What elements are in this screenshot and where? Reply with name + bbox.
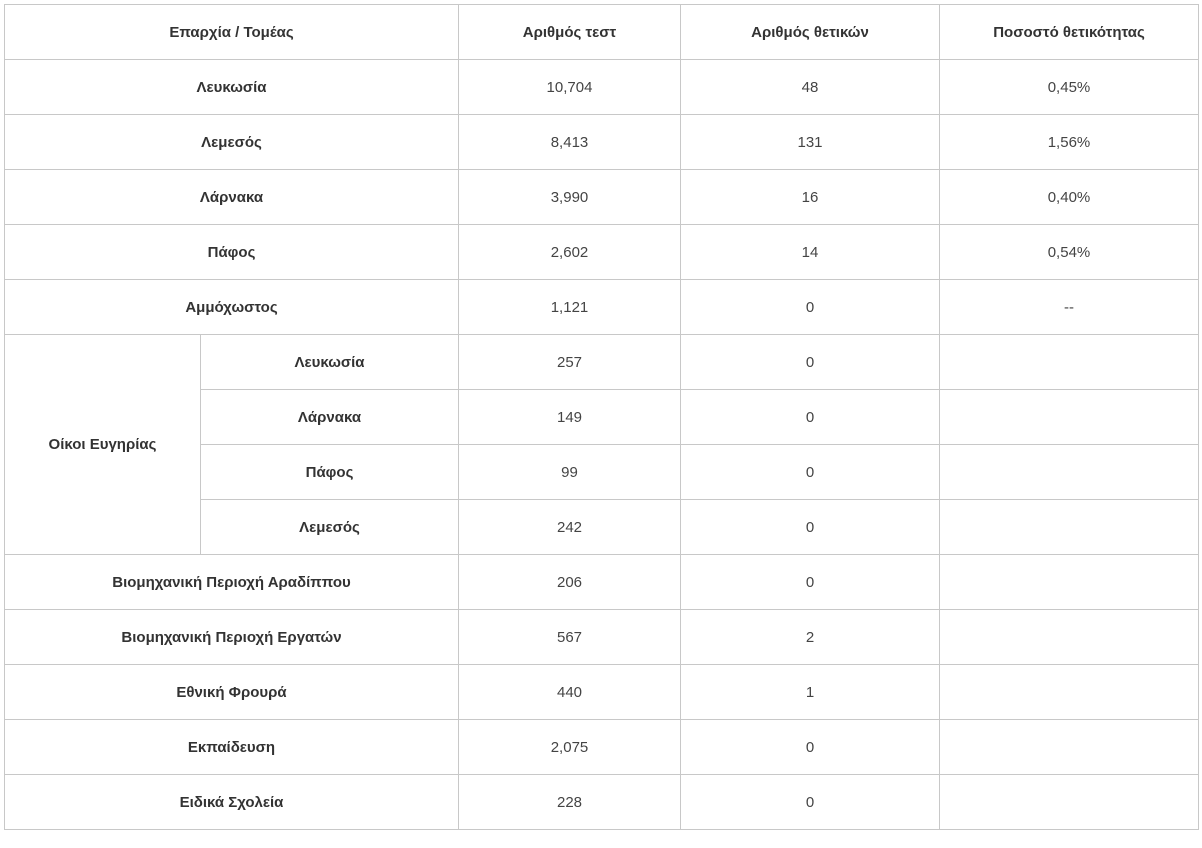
row-label: Εκπαίδευση [5, 720, 459, 775]
positives-cell: 131 [681, 115, 940, 170]
rate-cell [940, 390, 1199, 445]
table-row [5, 335, 1199, 390]
row-label: Βιομηχανική Περιοχή Αραδίππου [5, 555, 459, 610]
positives-cell: 0 [681, 720, 940, 775]
rate-cell [940, 445, 1199, 500]
rate-cell: -- [940, 280, 1199, 335]
rate-cell [940, 555, 1199, 610]
tests-cell: 2,075 [459, 720, 681, 775]
positives-cell: 0 [681, 555, 940, 610]
row-label: Λεμεσός [5, 115, 459, 170]
row-label: Ειδικά Σχολεία [5, 775, 459, 830]
positives-cell: 14 [681, 225, 940, 280]
row-label: Πάφος [5, 225, 459, 280]
table-row [5, 280, 1199, 335]
positives-cell: 0 [681, 390, 940, 445]
table-header-row [5, 5, 1199, 60]
tests-cell: 2,602 [459, 225, 681, 280]
tests-cell: 440 [459, 665, 681, 720]
tests-cell: 1,121 [459, 280, 681, 335]
rate-cell [940, 335, 1199, 390]
positives-cell: 48 [681, 60, 940, 115]
tests-cell: 8,413 [459, 115, 681, 170]
row-label: Εθνική Φρουρά [5, 665, 459, 720]
tests-cell: 99 [459, 445, 681, 500]
tests-cell: 3,990 [459, 170, 681, 225]
tests-cell: 242 [459, 500, 681, 555]
rate-cell: 0,45% [940, 60, 1199, 115]
column-header-positives: Αριθμός θετικών [681, 5, 940, 60]
sub-row-label: Λάρνακα [201, 390, 459, 445]
positives-cell: 0 [681, 775, 940, 830]
table-row [5, 225, 1199, 280]
sub-row-label: Πάφος [201, 445, 459, 500]
table-row [5, 665, 1199, 720]
table-row [5, 115, 1199, 170]
row-label: Αμμόχωστος [5, 280, 459, 335]
tests-cell: 10,704 [459, 60, 681, 115]
positives-cell: 0 [681, 335, 940, 390]
positives-cell: 2 [681, 610, 940, 665]
row-label: Λευκωσία [5, 60, 459, 115]
positives-cell: 1 [681, 665, 940, 720]
rate-cell [940, 610, 1199, 665]
care-homes-group-label: Οίκοι Ευγηρίας [5, 335, 201, 555]
row-label: Λάρνακα [5, 170, 459, 225]
table-row [5, 170, 1199, 225]
tests-cell: 567 [459, 610, 681, 665]
rate-cell: 0,40% [940, 170, 1199, 225]
rate-cell [940, 500, 1199, 555]
rate-cell [940, 665, 1199, 720]
table-row [5, 610, 1199, 665]
column-header-region: Επαρχία / Τομέας [5, 5, 459, 60]
rate-cell: 0,54% [940, 225, 1199, 280]
sub-row-label: Λεμεσός [201, 500, 459, 555]
table-row [5, 720, 1199, 775]
positives-cell: 0 [681, 445, 940, 500]
table-row [5, 60, 1199, 115]
rate-cell: 1,56% [940, 115, 1199, 170]
column-header-tests: Αριθμός τεστ [459, 5, 681, 60]
column-header-positivity-rate: Ποσοστό θετικότητας [940, 5, 1199, 60]
sub-row-label: Λευκωσία [201, 335, 459, 390]
tests-cell: 228 [459, 775, 681, 830]
table-row [5, 555, 1199, 610]
tests-cell: 206 [459, 555, 681, 610]
covid-test-results-table [4, 4, 1199, 830]
row-label: Βιομηχανική Περιοχή Εργατών [5, 610, 459, 665]
table-row [5, 775, 1199, 830]
tests-cell: 149 [459, 390, 681, 445]
rate-cell [940, 775, 1199, 830]
positives-cell: 16 [681, 170, 940, 225]
rate-cell [940, 720, 1199, 775]
tests-cell: 257 [459, 335, 681, 390]
positives-cell: 0 [681, 280, 940, 335]
positives-cell: 0 [681, 500, 940, 555]
